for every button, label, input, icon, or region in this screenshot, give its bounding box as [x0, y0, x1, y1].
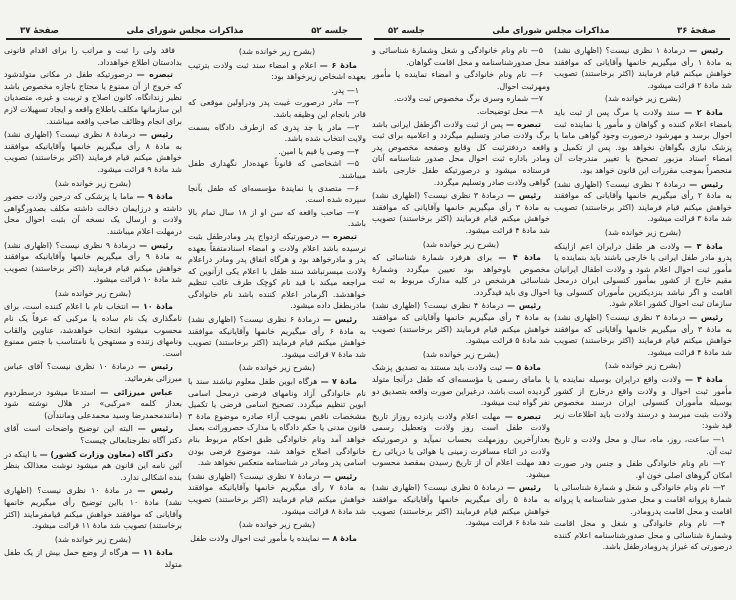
publication-title: مذاکرات مجلس شورای ملی: [126, 26, 244, 36]
paragraph: [188, 533, 366, 545]
text-column: [554, 45, 732, 554]
paragraph: [188, 471, 366, 517]
speaker-or-article-label: رئیس —: [689, 313, 723, 323]
paragraph: [4, 547, 182, 570]
paragraph: [4, 387, 182, 422]
publication-title: مذاکرات مجلس شورای ملی: [492, 26, 610, 36]
paragraph: [4, 45, 182, 68]
paragraph: [554, 434, 732, 457]
paragraph: [372, 362, 550, 408]
paragraph-text: سند ولادت یا مرگ پس از ثبت باید بامضاء اعلام کننده و گواهان و مأمور یا نماینده ثبت احوال برسد و مهرشود درصورت وجود گواهی ماما یا پزشک نیازی بگواهان نخواهد بود. پس از تکمیل و امضاء اسناد مزبور تصحیح یا تغییر مندرجات آن منحصراً بموجب مقررات این قانون خواهد بود.: [554, 107, 732, 175]
paragraph: [554, 241, 732, 311]
paragraph: [372, 300, 550, 346]
paragraph: [4, 449, 182, 484]
paragraph-text: ۳— نام ونام خانوادگی و شغل و شمارهٔ شناسائی یا شمارهٔ پروانه اقامت و محل صدور شناسنامه یا پروانه اقامت و محل اقامت پدرومادر.: [554, 483, 732, 516]
paragraph: [188, 376, 366, 469]
speaker-or-article-label: مادهٔ ۵ —: [505, 363, 541, 373]
reading-note: [4, 178, 182, 190]
speaker-or-article-label: رئیس —: [507, 301, 541, 311]
paragraph: [188, 207, 366, 230]
speaker-or-article-label: رئیس —: [689, 46, 723, 55]
paragraph-text: ۴— وصی یا قیم یا امین.: [278, 146, 359, 156]
paragraph: [188, 146, 366, 158]
text-column: [372, 45, 550, 531]
paragraph: [188, 158, 366, 181]
paragraph-text: ۱— پدر.: [331, 85, 359, 95]
paragraph-text: ۵— اشخاصی که قانوناً عهده‌دار نگهداری طفل میباشند.: [188, 159, 366, 180]
paragraph: [4, 485, 182, 531]
paragraph-text: درصورتیکه ازدواج پدر ومادرطفل بثبت نرسیده باشد اعلام ولادت و امضاء اسنادمتفقاً بعهده پدر و مادرخواهد بود و هرگاه اتفاق پدر ومادر دراعلام ولادت میسرنباشد سند طفل با اعلام یکی ازآنوین که مراجعه میکند با قید نام کوچک طرف غائب تنظیم خواهدشد. اگرمادر اعلام کننده باشد نام خانوادگی مادربطفل داده میشود.: [188, 231, 366, 311]
paragraph-text: ۷— صاحب واقعه که سن او از ۱۸ سال تمام بالا باشد.: [188, 207, 366, 229]
paragraph-text: درمادهٔ ۴ نظری نیست؟ (اظهاری نشد) به مادهٔ ۴ رأی میگیریم خانمها وآقایانی که موافقند خواهش میکنم قیام فرمایند (اکثر برخاستند) تصویب شد مادهٔ ۵ قرائت میشود.: [372, 301, 551, 346]
paragraph-text: (بشرح زیر خوانده شد): [54, 288, 132, 298]
paragraph-text: درمادهٔ ۷ نظری نیست؟ (اظهاری نشد) به مادهٔ ۷ رأی میگیریم خانمها وآقایانیکه موافقند خواهش میکنم قیام فرمایند (اکثر برخاستند) تصویب شد مادهٔ ۸ قرائت میشود.: [188, 471, 366, 516]
page-header: [374, 22, 730, 40]
paragraph: [372, 106, 550, 118]
paragraph-text: برای هرفرد شمارهٔ شناسائی که مخصوص باوخواهد بود تعیین میگردد وشمارهٔ شناسائی هرشخص در کلیه مدارک مربوط به ثبت احوال وی باید قیدگردد.: [372, 253, 550, 297]
paragraph-text: ۲— نام ونام خانوادگی طفل و جنس ودر صورت امکان گروهای اصلی خون او.: [554, 459, 732, 480]
paragraph-text: (بشرح زیر خوانده شد): [238, 363, 316, 373]
speaker-or-article-label: مادهٔ ۳ —: [683, 241, 724, 251]
speaker-or-article-label: مادهٔ ۱۱ —: [131, 548, 173, 558]
paragraph-text: در مادهٔ ۱۰ نظری نیست؟ (اظهاری نشد) مادهٔ ۱۰ بااین توضیح رأی میگیریم خانمها وآقایانی که موافقند خواهش میکنم قیامفرمایند (اکثر برخاستند) تصویب شد مادهٔ ۱۱ قرائت میشود.: [4, 486, 182, 531]
paragraph-text: (بشرح زیر خوانده شد): [604, 94, 682, 104]
reading-note: [554, 227, 732, 239]
paragraph-text: درمادهٔ ۱ نظری نیست؟ (اظهاری نشد) به مادهٔ ۱ رأی میگیریم خانمها وآقایانی که موافقند خواهش میکنم قیام فرمایند (اکثر برخاستند) تصویب شد مادهٔ ۲ قرائت میشود.: [554, 46, 733, 90]
paragraph-text: (بشرح زیر خوانده شد): [238, 520, 316, 530]
paragraph-text: درمادهٔ ۹ نظری نیست؟ (اظهاری نشد) به مادهٔ ۹ رأی میگیریم خانمها وآقایانیکه موافقند خواهش میکنم قیام فرمایند (اکثر برخاستند) تصویب شد مادهٔ ۱۰ قرائت میشود.: [4, 240, 182, 285]
paragraph: [372, 69, 550, 92]
speaker-or-article-label: مادهٔ ۹ —: [136, 192, 173, 202]
paragraph-text: (بشرح زیر خوانده شد): [54, 178, 132, 188]
paragraph: [188, 314, 366, 360]
paragraph-text: ۶— نام ونام خانوادگی و امضاء نماینده یا مأمور ومهرثبت احوال.: [372, 70, 550, 91]
text-column: [4, 45, 182, 573]
speaker-or-article-label: رئیس —: [137, 486, 174, 496]
paragraph: [188, 122, 366, 145]
page-number: صفحهٔ ۳۶: [677, 26, 716, 36]
reading-note: [188, 362, 366, 374]
paragraph: [554, 312, 732, 358]
paragraph-text: درصورتیکه طفل در مکانی متولدشود که خروج از آن ممنوع یا محتاج باجازه مخصوص باشد نظیر زندانگاه، کانون اصلاح و تربیت و غیره، متصدیان این سازمانها مکلف باطلاع واقعه و ایجاد تسهیلات لازم برای انجام وظائف صاحب واقعه میباشند.: [4, 70, 182, 126]
paragraph: [554, 458, 732, 481]
paragraph-text: ۱— ساعت، روز، ماه، سال و محل ولادت و تاریخ ثبت آن.: [554, 435, 732, 456]
reading-note: [372, 239, 550, 251]
paragraph-text: (بشرح زیر خوانده شد): [604, 227, 682, 237]
paragraph-text: پس از ثبت ولادت اگرطفل ایرانی باشد برگ ولادت صادر وتسلیم میگردد و اعلامیه برای ثبت واقعه دردفترثبت کل وقایع وصفحه مخصوص پدر ومادر باداره ثبت احوال محل صدور شناسنامه آنان فرستاده میشود و درصورتیکه طفل خارجی باشد گواهی ولادت صادر وتسلیم میگردد.: [372, 119, 550, 187]
paragraph-text: درمادهٔ ۳ نظری نیست؟ (اظهاری نشد) به مادهٔ ۳ رأی میگیریم خانمها وآقایانی که موافقند خواهش میکنم قیام فرمایند (اکثر برخاستند) تصویب شد مادهٔ ۴ قرائت میشود.: [372, 191, 551, 235]
paragraph-text: مهلت اعلام ولادت پانزده روزاز تاریخ ولادت طفل است روز ولادت وتعطیل رسمی بعدازآخرین روزمهلت بحساب نمیآید و درصورتیکه ولادت در اثناء مسافرت زمینی یا هوائی یا دریائی رخ دهد مهلت اعلام آن از تاریخ رسیدن بمقصد محسوب میشود.: [372, 411, 550, 479]
paragraph-text: فاقد ولی را ثبت و مراتب را برای اقدام قانونی بدادستان اطلاع خواهدداد.: [4, 46, 182, 67]
speaker-or-article-label: رئیس —: [507, 191, 541, 201]
speaker-or-article-label: دکتر آگاه (معاون وزارت کشور) —: [39, 449, 174, 459]
paragraph-text: با اینکه در آئین نامه این قانون هم میشود نوشت معذالک بنظر بنده اشکالی ندارد.: [4, 449, 182, 482]
paragraph: [554, 374, 732, 432]
speaker-or-article-label: مادهٔ ۲ —: [684, 107, 723, 117]
paragraph-text: ۴— نام ونام خانوادگی و شغل و محل اقامت وشمارهٔ شناسائی و محل صدورشناسنامه اعلام کننده درصورتی که غیراز پدرومادرطفل باشد.: [554, 519, 732, 552]
paragraph-text: درمادهٔ ۵ نظری نیست؟ (اظهاری نشد) به مادهٔ ۵ رأی میگیریم خانمها وآقایانیکه موافقند خواهش میکنم قیام فرمایند (اکثر برخاستند) تصویب شد مادهٔ ۶ قرائت میشود.: [372, 483, 550, 528]
reading-note: [554, 360, 732, 372]
paragraph: [372, 45, 550, 68]
paragraph-text: اعلام و امضاء سند ثبت ولادت بترتیب بعهده اشخاص زیرخواهد بود:: [188, 60, 366, 82]
paragraph-text: ۵— نام ونام خانوادگی و شغل وشمارهٔ شناسائی و محل صدورشناسنامه و محل اقامت گواهان.: [372, 46, 550, 67]
paragraph: [554, 518, 732, 553]
speaker-or-article-label: رئیس —: [138, 362, 174, 372]
speaker-or-article-label: رئیس —: [137, 424, 173, 434]
paragraph: [4, 129, 182, 175]
page-header: [6, 22, 362, 40]
paragraph: [4, 361, 182, 384]
paragraph: [372, 119, 550, 189]
paragraph: [372, 411, 550, 481]
speaker-or-article-label: رئیس —: [139, 130, 173, 140]
paragraph-text: البته این توضیح واضحات است آقای دکتر آگاه نظرجنابعالی چیست؟: [4, 424, 182, 445]
reading-note: [188, 46, 366, 58]
paragraph-text: درمادهٔ ۶ نظری نیست؟ (اظهاری نشد) به مادهٔ ۶ رأی میگیریم خانمها وآقایانیکه موافقند خواهش میکنم قیام فرمایند (اکثر برخاستند) تصویب شد مادهٔ ۷ قرائت میشود.: [188, 315, 366, 359]
reading-note: [372, 349, 550, 361]
reading-note: [188, 519, 366, 531]
paragraph-text: (بشرح زیر خوانده شد): [422, 349, 500, 359]
page-right: [368, 0, 736, 600]
text-column: [188, 45, 366, 546]
paragraph: [372, 252, 550, 298]
speaker-or-article-label: مادهٔ ۴ —: [498, 253, 541, 263]
speaker-or-article-label: مادهٔ ۶ —: [319, 60, 357, 70]
speaker-or-article-label: تبصره —: [504, 411, 541, 421]
page-number: صفحهٔ ۳۷: [20, 26, 59, 36]
paragraph: [4, 191, 182, 237]
paragraph-text: ۳— مادر یا جد پدری که ازطرف دادگاه بسمت ولایت انتخاب شده باشد.: [188, 122, 366, 144]
speaker-or-article-label: رئیس —: [323, 315, 357, 325]
paragraph: [554, 107, 732, 177]
paragraph-text: (بشرح زیر خوانده شد): [54, 534, 132, 544]
paragraph-text: ۷— شماره وسری برگ مخصوص ثبت ولادت.: [393, 94, 543, 104]
speaker-or-article-label: رئیس —: [323, 471, 357, 481]
speaker-or-article-label: مادهٔ ۱۰ —: [131, 302, 173, 312]
paragraph-text: نماینده یا مأمور ثبت احوال ولادت طفل: [190, 533, 320, 543]
speaker-or-article-label: رئیس —: [139, 240, 173, 250]
paragraph: [554, 45, 732, 91]
paragraph: [372, 93, 550, 105]
paragraph: [188, 97, 366, 120]
paragraph-text: (بشرح زیر خوانده شد): [604, 361, 682, 371]
paragraph-text: درمادهٔ ۳ نظری نیست؟ (اظهاری نشد) به مادهٔ ۳ رأی میگیریم خانمها وآقایانی که موافقند خواهش میکنم قیام فرمایند (اکثر برخاستند) تصویب شد مادهٔ ۴ قرائت میشود.: [554, 313, 733, 357]
paragraph-text: ولادت واقع درایران بوسیله نماینده یا مأمور ثبت احوال و ولادت واقع درخارج از کشور بوسیله مأموران کنسولی ایران درسند مخصوص ولادت بثبت میرسد و درسند ولادت باید اطلاعات زیر قید شود:: [554, 375, 732, 431]
paragraph: [4, 301, 182, 359]
session-number: جلسه ۵۲: [311, 26, 348, 36]
speaker-or-article-label: تبصره —: [136, 70, 174, 80]
paragraph-text: (بشرح زیر خوانده شد): [422, 239, 500, 249]
paragraph-text: هرگاه از وضع حمل بیش از یک طفل متولد: [4, 548, 182, 569]
paragraph-text: هرگاه ابوین طفل معلوم نباشند سند با نام خانوادگی آزاد ونامهای فرضی درمحل اسامی ابوین تنظیم میگردد. تصحیح اسامی فرضی یا تکمیل مشخصات ناقص بموجب آراء صادره موضوع مادهٔ ۳ قانون مدنی یا حکم دادگاه یا مدارک حصروراثت بعمل خواهد آمد ونام خانوادگی طبق احکام مربوط بنام خانوادگی اصلاح خواهد شد، موضوع فرضی بودن اسامی پدر ومادر در شناسنامه منعکس نخواهد شد.: [188, 377, 366, 468]
paragraph: [372, 190, 550, 236]
paragraph-text: ماما یا پزشکی که درحین ولادت حضور داشته و درزایمان دخالت داشته مکلف بصدورگواهی ولادت و ارسال یک نسخه آن بثبت احوال محل درمهلت اعلام میباشند.: [4, 192, 182, 236]
paragraph-text: ولادت هر طفل درایران اعم ازاینکه پدرو مادر طفل ایرانی یا خارجی باشند باید بنماینده یا مأمور ثبت احوال اعلام شود و ولادت اطفال ایرانیان مقیم خارج از کشور بمأمور کنسولی ایران درمحل اقامت و اگر نباشد بنزدیکترین مأموران کنسولی ویا سازمان ثبت احوال کشور اعلام شود.: [554, 241, 732, 309]
paragraph: [4, 69, 182, 127]
paragraph-text: ۲— مادر درصورت غیبت پدر ودراولین موقعی که قادر بانجام این وظیفه باشد.: [188, 98, 366, 119]
speaker-or-article-label: مادهٔ ۷ —: [320, 377, 357, 387]
speaker-or-article-label: مادهٔ ۸ —: [321, 533, 357, 543]
paragraph-text: ثبت ولادت باید مستند به تصدیق پزشک یا مامای رسمی یا مؤسسه‌ای که طفل درآنجا متولد گردیده است باشد، درغیراین صورت واقعه بتصدیق دو نفر گواه ثبت میشود.: [372, 363, 550, 408]
session-number: جلسه ۵۲: [388, 26, 425, 36]
paragraph: [4, 423, 182, 446]
paragraph: [372, 482, 550, 528]
speaker-or-article-label: رئیس —: [689, 179, 723, 189]
paragraph: [188, 183, 366, 206]
paragraph-text: ۶— متصدی یا نمایندهٔ مؤسسه‌ای که طفل بآنجا سپرده شده است.: [188, 183, 366, 205]
paragraph-text: درمادهٔ ۱۰ نظری نیست؟ آقای عباس میرزائی بفرمائید.: [4, 362, 182, 384]
speaker-or-article-label: تبصره —: [321, 231, 358, 241]
paragraph: [554, 482, 732, 517]
paragraph: [4, 240, 182, 286]
reading-note: [4, 288, 182, 300]
speaker-or-article-label: رئیس —: [507, 483, 541, 493]
speaker-or-article-label: تبصره —: [505, 119, 542, 129]
paragraph-text: (بشرح زیر خوانده شد): [238, 47, 316, 56]
paragraph: [554, 179, 732, 225]
paragraph-text: انتخاب نام با اعلام کننده است، برای نامگذاری یک نام ساده یا مرکبی که عرفاً یک نام محسوب میشود انتخاب خواهدشد، عناوین والقاب ونامهای زننده و مستهجن یا نامتناسب با جنس ممنوع است.: [4, 302, 182, 358]
reading-note: [554, 93, 732, 105]
paragraph-text: استدعا میشود درسطردوم بعداز کلمه «مرکبی» در هلال نوشته شود (مانندمحمدرضا وسید محمدعلی ومانندآن): [4, 387, 182, 420]
speaker-or-article-label: عباس میرزائی —: [100, 387, 174, 397]
paragraph: [188, 60, 366, 83]
speaker-or-article-label: مادهٔ ۴ —: [684, 375, 723, 385]
paragraph: [188, 85, 366, 97]
paragraph-text: ۸— محل توضیحات.: [476, 106, 543, 116]
paragraph-text: درمادهٔ ۲ نظری نیست؟ (اظهاری نشد) به مادهٔ ۲ رأی میگیریم خانمها وآقایانی که موافقند خواهش میکنم قیام فرمایند (اکثر برخاستند) تصویب شد مادهٔ ۳ قرائت میشود.: [554, 179, 733, 224]
paragraph-text: درمادهٔ ۸ نظری نیست؟ (اظهاری نشد) به مادهٔ ۸ رأی میگیریم خانمها وآقایانیکه موافقند خواهش میکنم قیام فرمایند (اکثر برخاستند) تصویب شد مادهٔ ۹ قرائت میشود.: [4, 130, 182, 174]
reading-note: [4, 534, 182, 546]
paragraph: [188, 231, 366, 312]
